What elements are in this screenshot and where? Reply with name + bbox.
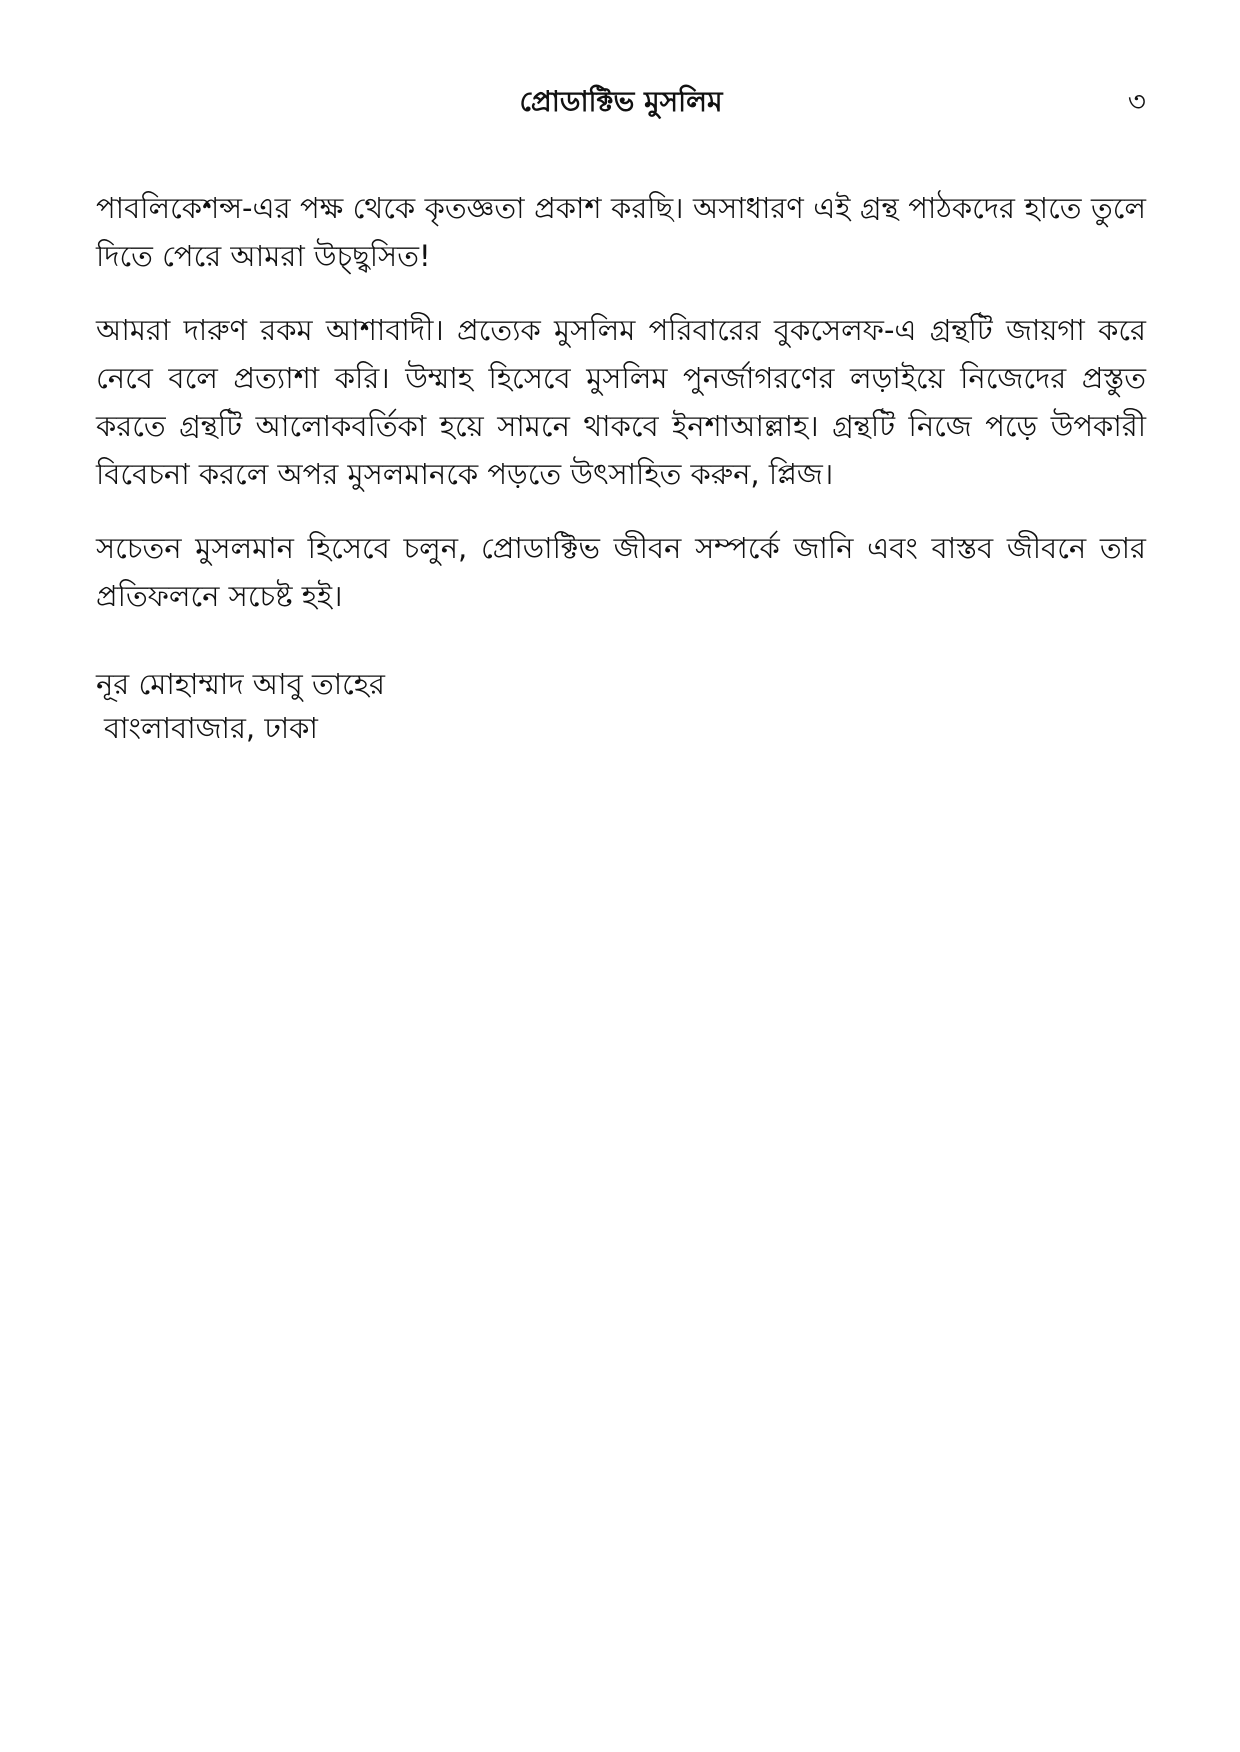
paragraph-gratitude: পাবলিকেশন্স-এর পক্ষ থেকে কৃতজ্ঞতা প্রকাশ করছি। অসাধারণ এই গ্রন্থ পাঠকদের হাতে তুলে দিতে পেরে আমরা উচ্ছ্বসিত! <box>96 191 1146 273</box>
paragraph-call-to-action: সচেতন মুসলমান হিসেবে চলুন, প্রোডাক্টিভ জীবন সম্পর্কে জানি এবং বাস্তব জীবনে তার প্রতিফলনে সচেষ্ট হই। <box>96 531 1146 613</box>
running-header <box>96 82 1146 122</box>
paragraph-hope: আমরা দারুণ রকম আশাবাদী। প্রত্যেক মুসলিম পরিবারের বুকসেলফ-এ গ্রন্থটি জায়গা করে নেবে বলে প্রত্যাশা করি। উম্মাহ হিসেবে মুসলিম পুনর্জাগরণের লড়াইয়ে নিজেদের প্রস্তুত করতে গ্রন্থটি আলোকবর্তিকা হয়ে সামনে থাকবে ইনশাআল্লাহ। গ্রন্থটি নিজে পড়ে উপকারী বিবেচনা করলে অপর মুসলমানকে পড়তে উৎসাহিত করুন, প্লিজ। <box>96 313 1146 491</box>
body-text <box>96 184 1146 646</box>
signature-place: বাংলাবাজার, ঢাকা <box>104 711 318 745</box>
signature-block <box>96 662 696 750</box>
page-number: ৩ <box>1127 85 1146 118</box>
signature-name: নূর মোহাম্মাদ আবু তাহের <box>96 667 385 701</box>
book-title: প্রোডাক্টিভ মুসলিম <box>519 85 723 118</box>
